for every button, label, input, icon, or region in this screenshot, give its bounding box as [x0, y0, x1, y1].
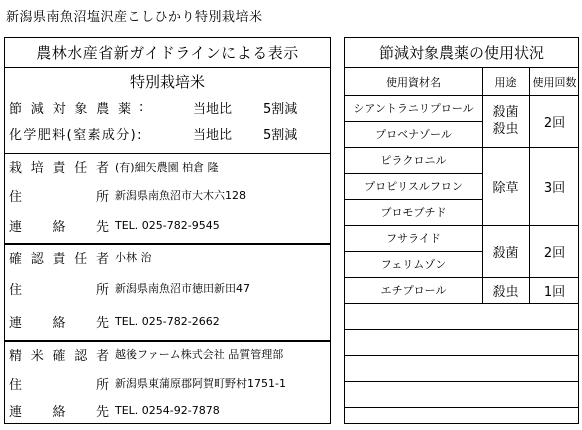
column-divider [529, 68, 530, 303]
material-cell: プロベナゾール [375, 128, 452, 141]
confirmer-address-row [5, 275, 330, 301]
row-divider [345, 95, 578, 96]
row-divider [345, 173, 482, 174]
material-cell: フェリムゾン [380, 258, 447, 271]
mill-address: 新潟県東蒲原郡阿賀町野村1751-1 [115, 377, 286, 390]
material-cell: プロピリスルフロン [364, 180, 463, 193]
page-title: 新潟県南魚沼塩沢産こしひかり特別栽培米 [6, 10, 263, 25]
grower-phone: TEL. 025-782-9545 [115, 218, 220, 232]
use-cell: 除草 [492, 180, 519, 196]
confirmer-role-row [5, 243, 330, 269]
grower-address-label: 住 所 [9, 189, 109, 205]
fertilizer-compare: 当地比 [193, 127, 233, 143]
guideline-heading: 農林水産省新ガイドラインによる表示 [5, 38, 330, 68]
confirmer-name: 小林 治 [115, 251, 152, 264]
use-cell: 殺菌 [492, 245, 519, 261]
grower-contact-label: 連 絡 先 [9, 219, 109, 235]
col-header-material: 使用資材名 [386, 75, 441, 89]
fertilizer-label: 化学肥料(窒素成分): [9, 127, 143, 143]
count-cell: 1回 [543, 284, 566, 300]
mill-contact-row [5, 397, 330, 423]
confirmer-contact-row [5, 308, 330, 334]
row-divider [345, 277, 578, 278]
confirmer-phone: TEL. 025-782-2662 [115, 314, 220, 328]
fertilizer-reduction: 5割減 [263, 127, 298, 143]
material-cell: フサライド [386, 232, 441, 245]
special-cultivation-title: 特別栽培米 [129, 72, 205, 91]
row-divider [345, 303, 578, 304]
count-cell: 3回 [543, 180, 566, 196]
row-divider [345, 225, 578, 226]
fertilizer-row [5, 120, 330, 146]
mill-contact-label: 連 絡 先 [9, 404, 109, 420]
material-cell: ブロモブチド [380, 206, 447, 219]
pesticide-usage-heading: 節減対象農薬の使用状況 [345, 38, 578, 68]
mill-role-label: 精 米 確 認 者 [9, 348, 109, 364]
row-divider [345, 355, 578, 356]
count-cell: 2回 [543, 115, 566, 131]
column-divider [482, 68, 483, 303]
grower-role-label: 栽 培 責 任 者 [9, 161, 109, 176]
row-divider [345, 329, 578, 330]
use-cell: 殺虫 [492, 284, 519, 300]
count-cell: 2回 [543, 245, 566, 261]
use-cell: 殺菌 殺虫 [492, 105, 519, 137]
grower-role-row [5, 153, 330, 179]
col-header-use: 用途 [494, 75, 517, 89]
row-divider [345, 407, 578, 408]
col-header-count: 使用回数 [532, 75, 577, 89]
pesticide-compare: 当地比 [193, 101, 233, 117]
pesticide-label: 節 減 対 象 農 薬 [9, 101, 131, 117]
mill-address-row [5, 370, 330, 396]
grower-contact-row [5, 212, 330, 238]
grower-name: (有)細矢農園 柏倉 隆 [115, 160, 219, 174]
material-cell: シアントラニリプロール [353, 102, 474, 115]
pesticide-reduction: 5割減 [263, 101, 298, 117]
confirmer-role-label: 確 認 責 任 者 [9, 251, 109, 267]
confirmer-address: 新潟県南魚沼市徳田新田47 [115, 282, 250, 295]
confirmer-address-label: 住 所 [9, 282, 109, 298]
material-cell: ピラクロニル [380, 154, 447, 167]
grower-address: 新潟県南魚沼市大木六128 [115, 189, 246, 202]
guideline-label-panel [4, 37, 331, 424]
pesticide-colon: : [139, 99, 144, 115]
row-divider [345, 121, 482, 122]
mill-company: 越後ファーム株式会社 品質管理部 [115, 348, 284, 361]
mill-phone: TEL. 0254-92-7878 [115, 403, 220, 417]
pesticide-row [5, 94, 330, 120]
confirmer-contact-label: 連 絡 先 [9, 315, 109, 331]
row-divider [345, 199, 482, 200]
mill-role-row [5, 340, 330, 366]
grower-address-row [5, 182, 330, 208]
pesticide-usage-panel [344, 37, 579, 424]
row-divider [345, 251, 482, 252]
material-cell: エチプロール [380, 284, 447, 297]
row-divider [345, 381, 578, 382]
mill-address-label: 住 所 [9, 377, 109, 393]
row-divider [345, 147, 578, 148]
